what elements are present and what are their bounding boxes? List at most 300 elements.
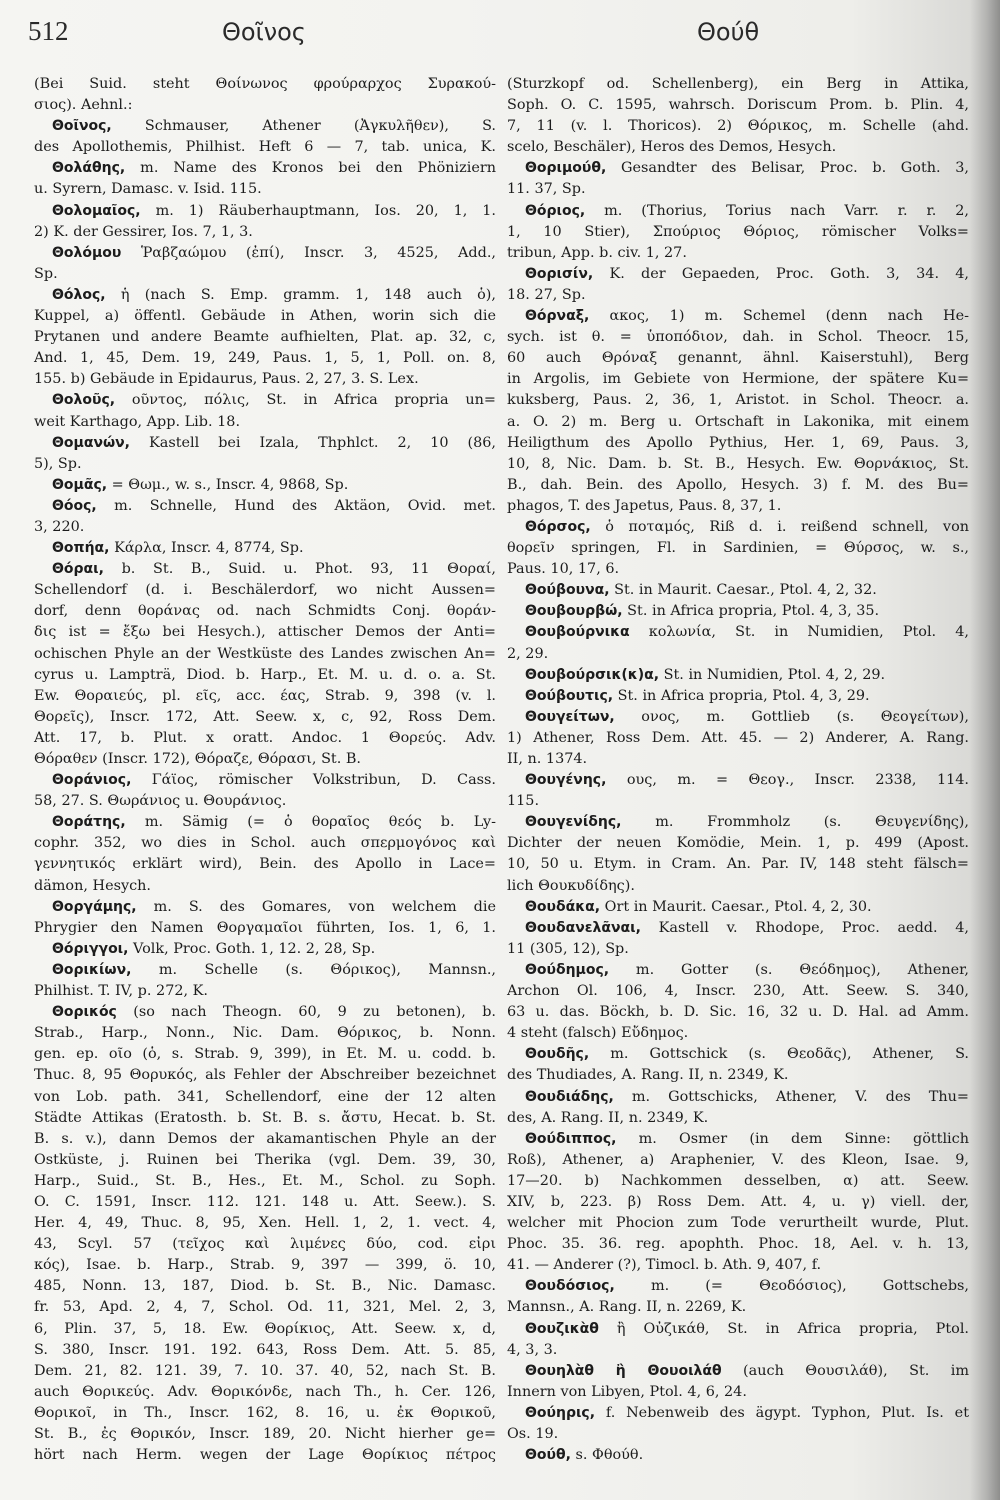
entry-text: Städte Attikas (Eratosth. b. St. B. s. ἄστυ, Hecat. b. St.: [34, 1109, 496, 1126]
entry-text: 1, 10 Stier), Σπούριος Θόριος, römischer Volks=: [507, 223, 969, 240]
entry-line: [34, 179, 496, 200]
headword: Θουζικὰθ: [525, 1320, 599, 1337]
entry-text: Innern von Libyen, Ptol. 4, 6, 24.: [507, 1383, 747, 1400]
entry-text: Prytanen und andere Beamte aufhielten, Plat. ap. 32, c,: [34, 329, 496, 346]
entry-text: σιος). Aehnl.:: [34, 97, 133, 114]
entry-text: Kastell bei Izala, Thphlct. 2, 10 (86,: [130, 434, 496, 451]
entry-text: kuksberg, Paus. 2, 36, 1, Aristot. in Schol. Theocr. a.: [507, 392, 969, 409]
entry-line: [507, 454, 969, 475]
entry-text: m. Gottschick (s. Θεοδᾶς), Athener, S.: [589, 1046, 969, 1063]
entry-line-headword: [34, 390, 496, 411]
entry-line: [34, 222, 496, 243]
entry-line: [34, 1382, 496, 1403]
entry-line-headword: [507, 1129, 969, 1150]
headword: Θορικός: [52, 1004, 117, 1021]
headword: Θολοῦς,: [52, 392, 116, 409]
entry-text: (Bei Suid. steht Θοίνωνος φρούραρχος Συρακού-: [34, 76, 496, 92]
entry-text: dorf, denn θοράνας od. nach Schmidts Conj. θοράν-: [34, 603, 496, 620]
entry-line: [34, 95, 496, 116]
entry-line: [507, 981, 969, 1002]
headword: Θόριος,: [525, 202, 586, 219]
entry-text: Sp.: [34, 265, 58, 282]
entry-text: Kastell v. Rhodope, Proc. aedd. 4,: [640, 919, 969, 936]
entry-text: O. C. 1591, Inscr. 112. 121. 148 u. Att. Seew.). S.: [34, 1193, 496, 1210]
entry-text: cyrus u. Lampträ, Diod. b. Harp., Et. M. u. d. o. a. St.: [34, 666, 496, 683]
headword: Θορισίν,: [525, 265, 594, 282]
entry-line: [34, 665, 496, 686]
entry-line: [34, 348, 496, 369]
entry-text: 41. — Anderer (?), Timocl. b. Ath. 9, 407, f.: [507, 1257, 822, 1274]
entry-text: a. O. 2) m. Berg u. Ortschaft in Lakonika, mit einem: [507, 413, 969, 430]
entry-line-headword: [34, 243, 496, 264]
headword: Θουβούρσικ(κ)α,: [525, 666, 660, 683]
entry-line: [507, 222, 969, 243]
entry-line: [507, 876, 969, 897]
entry-line-headword: [507, 517, 969, 538]
entry-line-headword: [34, 433, 496, 454]
entry-line-headword: [507, 158, 969, 179]
entry-text: 11. 37, Sp.: [507, 181, 586, 198]
entry-text: Harp., Suid., St. B., Hes., Et. M., Schol. zu Soph.: [34, 1172, 496, 1189]
entry-line-headword: [34, 812, 496, 833]
entry-line: [507, 327, 969, 348]
headword: Θούδημος,: [525, 961, 610, 978]
entry-line: [507, 496, 969, 517]
entry-text: Schellendorf (d. i. Beschälerdorf, wo nicht Aussen=: [34, 582, 496, 599]
entry-line: [34, 1424, 496, 1445]
running-header-right: Θούθ: [697, 18, 760, 46]
entry-text: St. in Africa propria, Ptol. 4, 3, 29.: [613, 687, 870, 704]
entry-line: [507, 1382, 969, 1403]
headword: Θόρσος,: [525, 518, 591, 535]
entry-text: m. S. des Gomares, von welchem die: [136, 898, 496, 915]
entry-line: [34, 1192, 496, 1213]
entry-line: [34, 644, 496, 665]
entry-text: m. (= Θεοδόσιος), Gottschebs,: [614, 1278, 969, 1295]
entry-line-headword: [34, 1002, 496, 1023]
entry-text: S. 380, Inscr. 191. 192. 643, Ross Dem. Att. 5. 85,: [34, 1341, 496, 1358]
headword: Θούδιππος,: [525, 1130, 617, 1147]
entry-line: [34, 1087, 496, 1108]
entry-line-headword: [34, 475, 496, 496]
entry-text: 10, 8, Nic. Dam. b. St. B., Hesych. Ew. Θορνάκιος, St.: [507, 455, 969, 472]
headword: Θουβουρβώ,: [525, 603, 623, 620]
entry-line: [34, 306, 496, 327]
headword: Θουδιάδης,: [525, 1088, 614, 1105]
entry-line-headword: [34, 897, 496, 918]
entry-text: 7, 11 (v. l. Thoricos). 2) Θόρικος, m. Schelle (ahd.: [507, 118, 969, 135]
entry-text: Volk, Proc. Goth. 1, 12. 2, 28, Sp.: [128, 940, 376, 957]
entry-text: cophr. 352, wo dies in Schol. auch σπερμογόνος καὶ: [34, 835, 496, 852]
entry-text: Phoc. 35. 36. reg. apophth. Phoc. 18, Ael. v. h. 13,: [507, 1236, 969, 1253]
entry-line: [34, 454, 496, 475]
entry-line: [34, 517, 496, 538]
entry-line: [34, 1150, 496, 1171]
entry-line: [34, 1065, 496, 1086]
entry-text: Phrygier den Namen Θοργαμαῖοι führten, Ios. 1, 6, 1.: [34, 919, 496, 936]
entry-text: 17—20. b) Nachkommen desselben, α) att. Seew.: [507, 1172, 969, 1189]
entry-text: von Lob. path. 341, Schellendorf, eine der 12 alten: [34, 1088, 496, 1105]
entry-line-headword: [507, 1445, 969, 1466]
entry-line: [34, 1361, 496, 1382]
entry-text: Os. 19.: [507, 1426, 559, 1442]
entry-text: 1) Athener, Ross Dem. Att. 45. — 2) Anderer, A. Rang.: [507, 729, 969, 746]
entry-text: b. St. B., Suid. u. Phot. 93, 11 Θοραί,: [103, 561, 496, 578]
entry-line: [507, 390, 969, 411]
entry-text: ους, m. = Θεογ., Inscr. 2338, 114.: [606, 772, 969, 789]
entry-line-headword: [34, 201, 496, 222]
headword: Θουδῆς,: [525, 1046, 590, 1063]
entry-text: (so nach Theogn. 60, 9 zu betonen), b.: [116, 1004, 496, 1021]
entry-text: m. 1) Räuberhauptmann, Ios. 20, 1, 1.: [140, 202, 496, 219]
entry-line-headword: [34, 285, 496, 306]
entry-text: ἢ Οὐζικάθ, St. in Africa propria, Ptol.: [598, 1320, 969, 1337]
entry-text: Gesandter des Belisar, Proc. b. Goth. 3,: [606, 160, 969, 177]
entry-line: [507, 433, 969, 454]
entry-text: B. s. v.), dann Demos der akamantischen Phyle an der: [34, 1130, 496, 1147]
entry-line: [507, 1108, 969, 1129]
entry-line: [507, 559, 969, 580]
entry-text: m. Frommholz (s. Θευγενίδης),: [621, 814, 969, 831]
headword: Θολάθης,: [52, 160, 126, 177]
right-column: [507, 74, 969, 1466]
entry-line: [34, 1023, 496, 1044]
entry-line-headword: [507, 306, 969, 327]
entry-text: Dichter der neuen Komödie, Mein. 1, p. 499 (Apost.: [507, 835, 969, 852]
entry-line-headword: [507, 897, 969, 918]
entry-line-headword: [507, 1403, 969, 1424]
entry-text: (Sturzkopf od. Schellenberg), ein Berg in Attika,: [507, 76, 969, 92]
headword: Θούηρις,: [525, 1404, 596, 1421]
entry-line: [507, 412, 969, 433]
entry-line: [507, 1171, 969, 1192]
headword: Θουηλὰθ ἢ Θουοιλάθ: [525, 1362, 722, 1379]
entry-line: [507, 538, 969, 559]
entry-text: des Thudiades, A. Rang. II, n. 2349, K.: [507, 1067, 789, 1084]
entry-text: 60 auch Θρόναξ genannt, ähnl. Kaiserstuhl), Berg: [507, 350, 969, 367]
entry-line-headword: [507, 707, 969, 728]
entry-line: [507, 749, 969, 770]
entry-line: [34, 1340, 496, 1361]
entry-line-headword: [507, 1361, 969, 1382]
entry-line: [34, 1255, 496, 1276]
entry-line: [34, 686, 496, 707]
entry-text: Ew. Θοραιεύς, pl. εῖς, acc. έας, Strab. 9, 398 (v. l.: [34, 687, 496, 704]
headword: Θουδανελᾶναι,: [525, 919, 641, 936]
entry-text: Ῥαβζαώμου (ἐπί), Inscr. 3, 4525, Add.,: [121, 244, 496, 261]
entry-line-headword: [507, 1087, 969, 1108]
entry-line-headword: [507, 770, 969, 791]
headword: Θόρναξ,: [525, 308, 590, 325]
entry-text: Θορικοῖ, in Th., Inscr. 162, 8. 16, u. ἐκ Θορικοῦ,: [34, 1404, 496, 1421]
entry-line: [34, 1129, 496, 1150]
headword: Θουδόσιος,: [525, 1278, 615, 1295]
entry-line: [34, 981, 496, 1002]
page-gutter-shadow: [970, 0, 1000, 1500]
entry-text: δις ist = ἔξω bei Hesych.), attischer Demos der Anti=: [34, 624, 496, 641]
entry-line: [507, 1340, 969, 1361]
entry-text: Dem. 21, 82. 121. 39, 7. 10. 37. 40, 52, nach St. B.: [34, 1362, 496, 1379]
entry-line: [507, 285, 969, 306]
entry-line: [34, 622, 496, 643]
entry-line: [507, 1192, 969, 1213]
headword: Θολομαῖος,: [52, 202, 141, 219]
entry-line: [34, 327, 496, 348]
entry-text: s. Φθούθ.: [570, 1447, 644, 1464]
entry-line: [34, 918, 496, 939]
entry-line: [507, 1213, 969, 1234]
entry-line: [34, 412, 496, 433]
entry-text: auch Θορικεύς. Adv. Θορικόνδε, nach Th., h. Cer. 126,: [34, 1383, 496, 1400]
entry-text: in Argolis, im Gebiete von Hermione, der spätere Ku=: [507, 371, 969, 388]
entry-line: [507, 475, 969, 496]
entry-text: dämon, Hesych.: [34, 877, 152, 894]
entry-line-headword: [34, 559, 496, 580]
entry-line-headword: [34, 939, 496, 960]
entry-line-headword: [34, 116, 496, 137]
entry-text: m. Gottschicks, Athener, V. des Thu=: [613, 1088, 969, 1105]
entry-line-headword: [507, 622, 969, 643]
entry-line-headword: [34, 496, 496, 517]
entry-text: κολωνία, St. in Numidien, Ptol. 4,: [629, 624, 969, 641]
headword: Θουγένης,: [525, 772, 607, 789]
entry-text: u. Syrern, Damasc. v. Isid. 115.: [34, 181, 262, 198]
headword: Θόριγγοι,: [52, 940, 129, 957]
entry-line: [34, 1213, 496, 1234]
entry-text: Thuc. 8, 95 Θορυκός, als Fehler der Abschreiber bezeichnet: [34, 1067, 496, 1084]
entry-text: des Apollothemis, Philhist. Heft 6 — 7, tab. unica, K.: [34, 139, 496, 156]
entry-text: Θορεῖς), Inscr. 172, Att. Seew. x, c, 92, Ross Dem.: [34, 708, 496, 725]
entry-line: [34, 749, 496, 770]
entry-text: οῦντος, πόλις, St. in Africa propria un=: [115, 392, 496, 409]
entry-text: ὁ ποταμός, Riß d. i. reißend schnell, von: [590, 518, 969, 535]
entry-line: [507, 854, 969, 875]
entry-text: 5), Sp.: [34, 455, 82, 472]
entry-line-headword: [34, 538, 496, 559]
entry-text: ochischen Phyle an der Westküste des Landes zwischen An=: [34, 645, 496, 662]
entry-line-headword: [507, 264, 969, 285]
entry-line: [507, 369, 969, 390]
entry-text: St. in Africa propria, Ptol. 4, 3, 35.: [622, 603, 880, 620]
entry-line-headword: [507, 812, 969, 833]
entry-text: 58, 27. S. Θωράνιος u. Θουράνιος.: [34, 793, 287, 810]
entry-text: St. in Numidien, Ptol. 4, 2, 29.: [659, 666, 886, 683]
entry-line: [34, 1319, 496, 1340]
entry-text: f. Nebenweib des ägypt. Typhon, Plut. Is. et: [595, 1404, 969, 1421]
entry-text: Ort in Maurit. Caesar., Ptol. 4, 2, 30.: [600, 898, 872, 915]
entry-text: 63 u. das. Böckh, b. D. Sic. 16, 32 u. D. Hal. ad Amm.: [507, 1004, 969, 1021]
entry-text: 18. 27, Sp.: [507, 286, 586, 303]
entry-line: [34, 1445, 496, 1466]
entry-text: γεννητικός erklärt wird), Bein. des Apollo in Lace=: [34, 856, 496, 873]
entry-text: m. Osmer (in dem Sinne: göttlich: [616, 1130, 969, 1147]
headword: Θουδάκα,: [525, 898, 601, 915]
entry-line-headword: [34, 158, 496, 179]
entry-text: 485, Nonn. 13, 187, Diod. b. St. B., Nic. Damasc.: [34, 1278, 496, 1295]
entry-text: Kuppel, a) öffentl. Gebäude in Athen, worin sich die: [34, 308, 496, 325]
entry-line: [34, 854, 496, 875]
entry-text: Ostküste, j. Ruinen bei Therika (vgl. Dem. 39, 30,: [34, 1151, 496, 1168]
entry-line: [34, 74, 496, 95]
entry-line: [34, 876, 496, 897]
entry-text: XIV, b, 223. β) Ross Dem. Att. 4, u. γ) viell. der,: [507, 1193, 969, 1210]
entry-text: 3, 220.: [34, 518, 85, 535]
entry-text: = Θωμ., w. s., Inscr. 4, 9868, Sp.: [107, 476, 349, 493]
entry-line: [34, 707, 496, 728]
entry-text: 115.: [507, 793, 540, 810]
entry-text: sych. ist θ. = ὑποπόδιον, dah. in Schol. Theocr. 15,: [507, 329, 969, 346]
entry-text: St. B., ἐς Θορικόν, Inscr. 189, 20. Nicht hierher ge=: [34, 1426, 496, 1442]
entry-text: 11 (305, 12), Sp.: [507, 940, 629, 957]
entry-text: Paus. 10, 17, 6.: [507, 561, 620, 578]
entry-text: m. Gotter (s. Θεόδημος), Athener,: [609, 961, 969, 978]
page-number: 512: [28, 16, 69, 46]
entry-text: lich Θουκυδίδης).: [507, 877, 635, 894]
headword: Θουγενίδης,: [525, 814, 622, 831]
entry-line: [507, 137, 969, 158]
entry-line-headword: [507, 201, 969, 222]
entry-line-headword: [507, 665, 969, 686]
entry-line: [507, 833, 969, 854]
entry-text: B., dah. Bein. des Apollo, Hesych. 3) f. M. des Bu=: [507, 476, 969, 493]
entry-text: Heiligthum des Apollo Pythius, Her. 1, 69, Paus. 3,: [507, 434, 969, 451]
entry-line: [507, 95, 969, 116]
entry-text: Soph. O. C. 1595, wahrsch. Doriscum Prom. b. Plin. 4,: [507, 97, 969, 114]
entry-line-headword: [34, 960, 496, 981]
headword: Θομανών,: [52, 434, 130, 451]
entry-line: [34, 137, 496, 158]
entry-line: [507, 939, 969, 960]
entry-line: [507, 1234, 969, 1255]
entry-text: welcher mit Phocion zum Tode verurtheilt wurde, Plut.: [507, 1215, 969, 1232]
headword: Θούβουτις,: [525, 687, 614, 704]
entry-line-headword: [507, 580, 969, 601]
entry-text: m. Schelle (s. Θόρικος), Mannsn.,: [131, 961, 496, 978]
entry-text: m. Name des Kronos bei den Phöniziern: [125, 160, 496, 177]
entry-line: [507, 348, 969, 369]
entry-line: [507, 1023, 969, 1044]
entry-text: κός), Isae. b. Harp., Strab. 9, 397 — 399, ö. 10,: [34, 1257, 496, 1274]
entry-line-headword: [507, 918, 969, 939]
entry-line: [507, 1255, 969, 1276]
entry-line-headword: [507, 601, 969, 622]
entry-line-headword: [507, 960, 969, 981]
entry-text: scelo, Beschäler), Heros des Demos, Hesych.: [507, 139, 837, 156]
entry-text: Κάρλα, Inscr. 4, 8774, Sp.: [109, 540, 304, 557]
entry-line: [34, 580, 496, 601]
entry-line: [507, 791, 969, 812]
headword: Θουγείτων,: [525, 708, 615, 725]
headword: Θοράτης,: [52, 814, 126, 831]
entry-line: [507, 74, 969, 95]
entry-text: And. 1, 45, Dem. 19, 249, Paus. 1, 5, 1, Poll. on. 8,: [34, 350, 496, 367]
entry-text: m. Schnelle, Hund des Aktäon, Ovid. met.: [96, 497, 496, 514]
headword: Θουβούρνικα: [525, 624, 630, 641]
headword: Θομᾶς,: [52, 476, 108, 493]
entry-text: 2, 29.: [507, 645, 549, 662]
entry-text: Philhist. T. IV, p. 272, K.: [34, 983, 208, 1000]
entry-text: K. der Gepaeden, Proc. Goth. 3, 34. 4,: [593, 265, 969, 282]
entry-line: [507, 179, 969, 200]
entry-line-headword: [507, 1044, 969, 1065]
entry-text: weit Karthago, App. Lib. 18.: [34, 413, 241, 430]
entry-line: [507, 243, 969, 264]
entry-text: ἡ (nach S. Emp. gramm. 1, 148 auch ὁ),: [105, 286, 496, 303]
entry-line: [34, 1044, 496, 1065]
entry-line: [507, 1297, 969, 1318]
entry-text: tribun, App. b. civ. 1, 27.: [507, 244, 687, 261]
headword: Θοπήα,: [52, 540, 110, 557]
entry-text: Att. 17, b. Plut. x oratt. Andoc. 1 Θορεύς. Adv.: [34, 729, 496, 746]
entry-text: fr. 53, Apd. 2, 4, 7, Schol. Od. 11, 321, Mel. 2, 3,: [34, 1299, 496, 1316]
entry-text: Schmauser, Athener (Ἀγκυλῆθεν), S.: [111, 118, 496, 135]
entry-text: II, n. 1374.: [507, 751, 588, 767]
entry-line: [507, 1065, 969, 1086]
entry-text: 10, 50 u. Etym. in Cram. An. Par. IV, 148 steht fälsch=: [507, 856, 969, 873]
entry-text: Her. 4, 49, Thuc. 8, 95, Xen. Hell. 1, 2, 1. vect. 4,: [34, 1215, 496, 1232]
entry-line-headword: [34, 770, 496, 791]
headword: Θόλος,: [52, 286, 106, 303]
entry-line: [34, 264, 496, 285]
entry-line: [34, 601, 496, 622]
entry-text: phagos, T. des Japetus, Paus. 8, 37, 1.: [507, 497, 782, 514]
entry-line: [34, 1297, 496, 1318]
entry-line: [34, 369, 496, 390]
entry-line: [34, 1276, 496, 1297]
headword: Θοράνιος,: [52, 772, 132, 789]
entry-text: 155. b) Gebäude in Epidaurus, Paus. 2, 27, 3. S. Lex.: [34, 371, 419, 388]
entry-line: [507, 1002, 969, 1023]
entry-line: [34, 1234, 496, 1255]
entry-line: [507, 1424, 969, 1445]
entry-text: Archon Ol. 106, 4, Inscr. 230, Att. Seew. S. 340,: [507, 983, 969, 1000]
headword: Θόος,: [52, 497, 97, 514]
entry-text: ονος, m. Gottlieb (s. Θεογείτων),: [614, 708, 969, 725]
entry-text: gen. ep. οῖο (ὁ, s. Strab. 9, 399), in Et. M. u. codd. b.: [34, 1046, 496, 1063]
entry-text: m. Sämig (= ὁ θοραῖος θεός b. Ly-: [125, 814, 496, 831]
headword: Θοργάμης,: [52, 898, 137, 915]
entry-line: [34, 833, 496, 854]
entry-text: Strab., Harp., Nonn., Nic. Dam. Θόρικος, b. Nonn.: [34, 1025, 496, 1042]
entry-line-headword: [507, 1276, 969, 1297]
running-header-left: Θοῖνος: [222, 18, 306, 46]
entry-line: [507, 728, 969, 749]
entry-text: St. in Maurit. Caesar., Ptol. 4, 2, 32.: [609, 582, 877, 599]
entry-line: [34, 791, 496, 812]
entry-text: 6, Plin. 37, 5, 18. Ew. Θορίκιος, Att. Seew. x, d,: [34, 1320, 496, 1337]
entry-text: Roß), Athener, a) Araphenier, V. des Kleon, Isae. 9,: [507, 1151, 969, 1168]
entry-text: 2) K. der Gessirer, Ios. 7, 1, 3.: [34, 223, 253, 240]
entry-line: [507, 1150, 969, 1171]
entry-line: [34, 1171, 496, 1192]
entry-line: [34, 1108, 496, 1129]
headword: Θοῖνος,: [52, 118, 112, 135]
entry-line: [507, 116, 969, 137]
entry-text: hört nach Herm. wegen der Lage Θορίκιος πέτρος: [34, 1447, 496, 1464]
entry-text: 4 steht (falsch) Εὔδημος.: [507, 1025, 689, 1042]
entry-text: (auch Θουσιλάθ), St. im: [721, 1362, 969, 1379]
headword: Θούθ,: [525, 1447, 571, 1464]
entry-text: m. (Thorius, Torius nach Varr. r. r. 2,: [585, 202, 969, 219]
entry-text: 43, Scyl. 57 (τεῖχος καὶ λιμένες δύο, cod. εἰρι: [34, 1236, 496, 1253]
entry-line-headword: [507, 1319, 969, 1340]
entry-line: [34, 728, 496, 749]
headword: Θορικίων,: [52, 961, 132, 978]
entry-line: [34, 1403, 496, 1424]
entry-text: θορεῖν springen, Fl. in Sardinien, = Θύρσος, w. s.,: [507, 540, 969, 557]
headword: Θούβουνα,: [525, 582, 610, 599]
entry-text: des, A. Rang. II, n. 2349, K.: [507, 1109, 709, 1126]
